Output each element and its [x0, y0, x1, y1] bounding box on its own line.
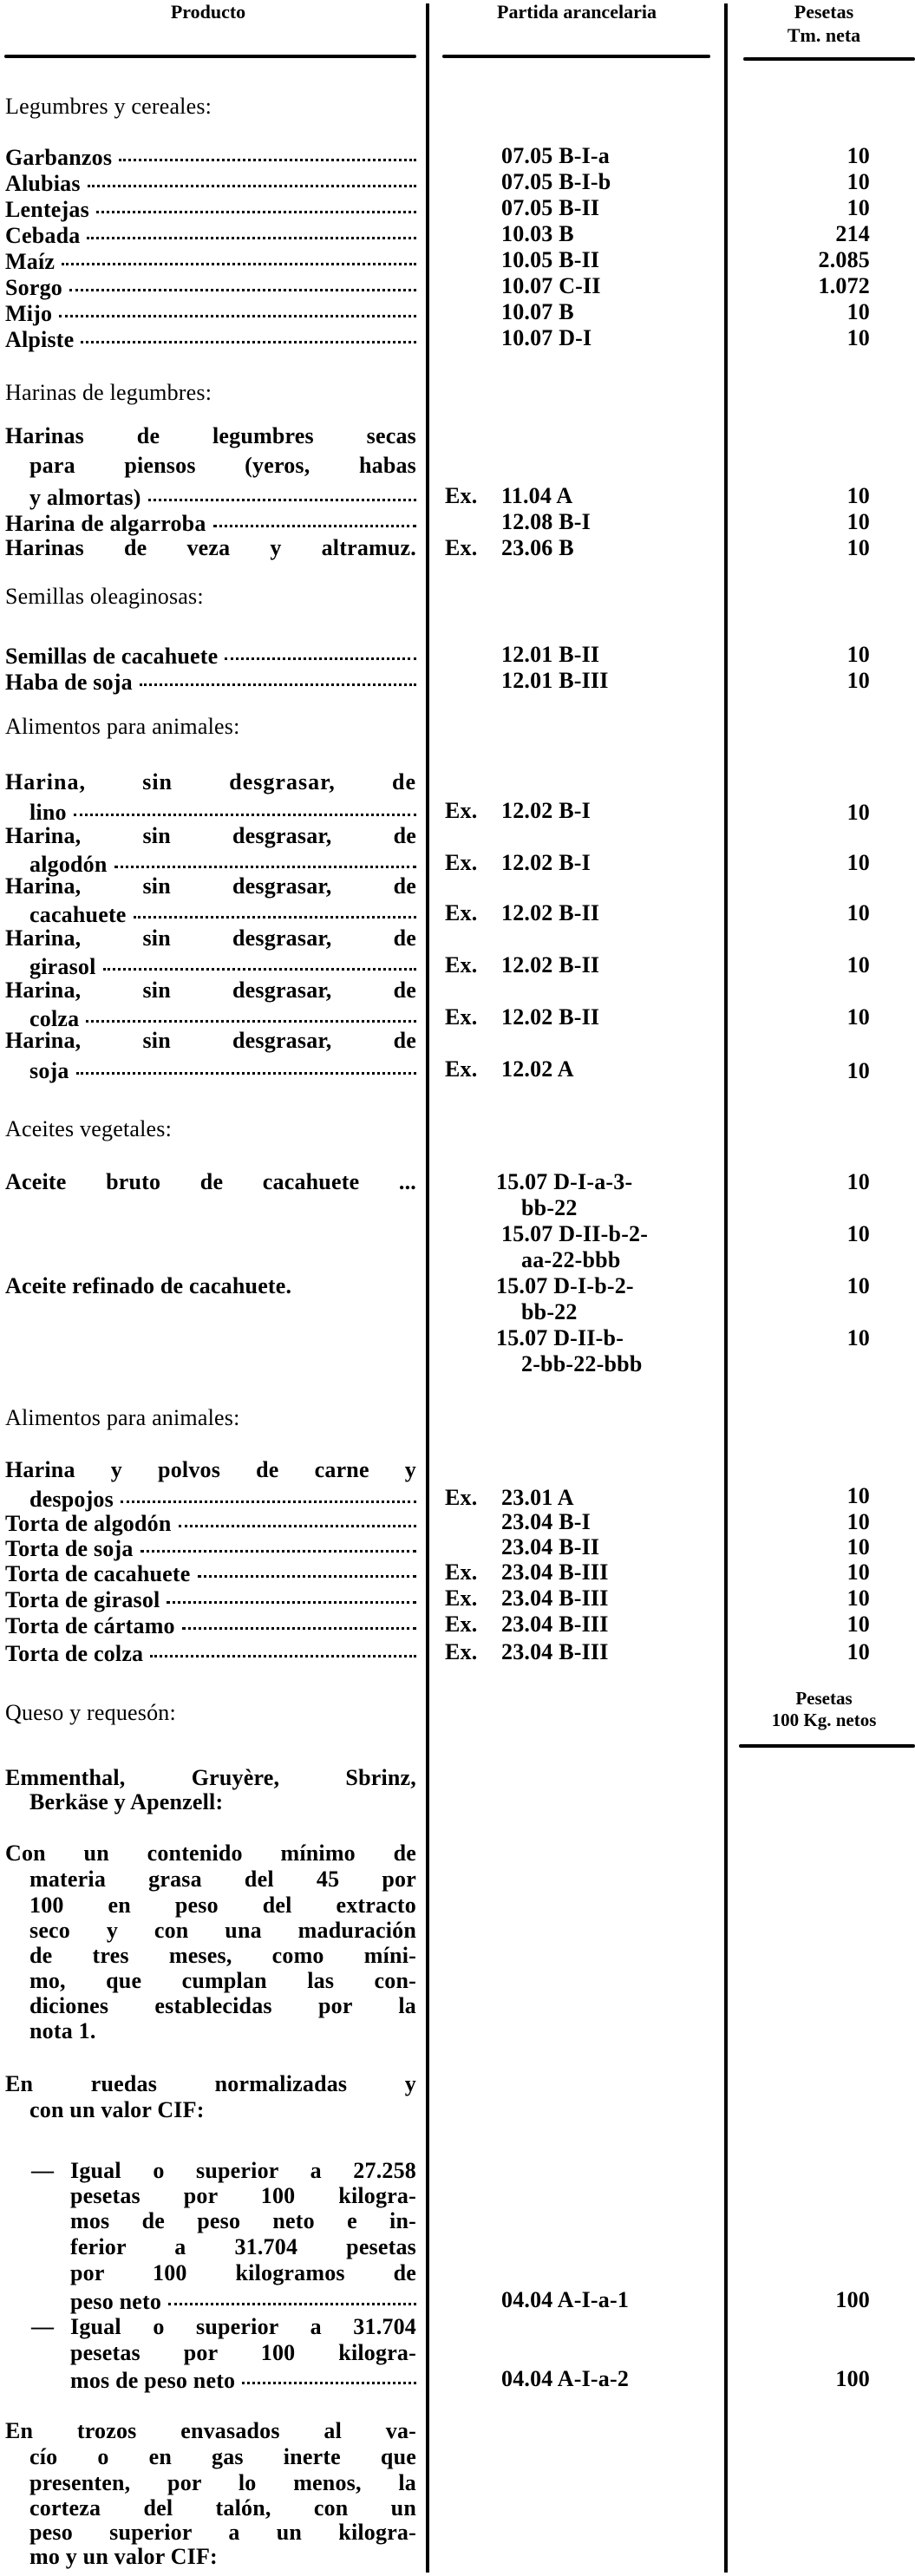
- table-row-product: soja: [29, 1056, 416, 1082]
- duty-value: 1.072: [818, 273, 870, 298]
- table-row-product: Garbanzos: [5, 143, 416, 169]
- list-dash: —: [31, 2158, 54, 2183]
- trozos-text-line: cío o en gas inerte que: [29, 2444, 416, 2469]
- condition-text-line: Con un contenido mínimo de: [5, 1840, 416, 1866]
- duty-value: 100: [835, 2366, 870, 2391]
- duty-value: 10: [846, 1221, 870, 1246]
- dot-leader: [150, 1636, 416, 1657]
- product-text-line: Harina, sin desgrasar, de: [5, 925, 416, 951]
- table-row-product: algodón: [29, 850, 416, 876]
- tariff-code-continuation: bb-22: [521, 1299, 578, 1324]
- duty-value: 10: [846, 900, 870, 925]
- duty-value: 10: [846, 1534, 870, 1559]
- table-row-product: Torta de cártamo: [5, 1612, 416, 1638]
- trozos-text-line: peso superior a un kilogra-: [29, 2520, 416, 2545]
- dot-leader: [87, 218, 416, 239]
- section-title: Alimentos para animales:: [5, 714, 240, 739]
- dot-leader: [134, 897, 416, 919]
- duty-value: 10: [846, 195, 870, 220]
- dot-leader: [179, 1506, 417, 1527]
- tariff-code: 15.07 D-I-b-2-: [496, 1273, 634, 1298]
- table-row-product: mos de peso neto: [70, 2366, 416, 2392]
- tariff-code: 15.07 D-II-b-2-: [501, 1221, 649, 1246]
- duty-value: 10: [846, 1004, 870, 1030]
- tariff-code: Ex. 12.02 B-II: [445, 952, 600, 977]
- tariff-code: 04.04 A-I-a-2: [501, 2366, 630, 2391]
- dot-leader: [76, 1053, 416, 1075]
- tariff-code: 10.07 B: [501, 299, 574, 324]
- product-text-line: Harina, sin desgrasar, de: [5, 1028, 416, 1053]
- tariff-code: 12.01 B-II: [501, 642, 600, 667]
- duty-value: 100: [835, 2287, 870, 2312]
- table-row-product: Sorgo: [5, 273, 416, 299]
- table-row-product: Maíz: [5, 247, 416, 273]
- trozos-text-line: presenten, por lo menos, la: [29, 2470, 416, 2495]
- tariff-code: 12.01 B-III: [501, 668, 609, 693]
- table-row-product: Alpiste: [5, 325, 416, 351]
- table-row-product: Torta de algodón: [5, 1509, 416, 1535]
- dot-leader: [242, 2363, 416, 2384]
- section-title: Aceites vegetales:: [5, 1116, 173, 1141]
- duty-value: 10: [846, 509, 870, 534]
- dot-leader: [198, 1556, 417, 1578]
- duty-value: 10: [846, 952, 870, 977]
- table-row-product: peso neto: [70, 2287, 416, 2313]
- table-row-product: Aceite refinado de cacahuete.: [5, 1273, 292, 1298]
- table-row-product: Harina de algarroba: [5, 509, 416, 535]
- table-row-product: cacahuete: [29, 900, 416, 926]
- tariff-code: 23.04 B-I: [501, 1509, 591, 1534]
- condition-text-line: 100 en peso del extracto: [29, 1893, 416, 1918]
- dot-leader: [69, 270, 416, 291]
- tariff-code-continuation: 2-bb-22-bbb: [521, 1351, 643, 1376]
- table-row-product: Semillas de cacahuete: [5, 642, 416, 668]
- subheading-line: con un valor CIF:: [29, 2097, 205, 2122]
- dot-leader: [167, 1582, 416, 1604]
- product-text-line: Harina, sin desgrasar, de: [5, 769, 416, 794]
- table-row-product: lino: [29, 798, 416, 824]
- section-title: Alimentos para animales:: [5, 1405, 240, 1430]
- option-text-line: mos de peso neto e in-: [70, 2208, 416, 2233]
- duty-value: 10: [846, 642, 870, 667]
- table-row-product: Haba de soja: [5, 668, 416, 694]
- duty-value: 10: [846, 1559, 870, 1585]
- dot-leader: [74, 794, 416, 816]
- tariff-code: Ex. 23.06 B: [445, 535, 574, 560]
- trozos-text-line: corteza del talón, con un: [29, 2495, 416, 2520]
- table-row-product: Cebada: [5, 221, 416, 247]
- dot-leader: [86, 1001, 416, 1023]
- product-text-line: Harina, sin desgrasar, de: [5, 977, 416, 1003]
- dot-leader: [225, 638, 416, 660]
- option-text-line: pesetas por 100 kilogra-: [70, 2183, 416, 2208]
- product-text-line: Harinas de legumbres secas: [5, 423, 416, 448]
- table-row-product: y almortas): [29, 483, 416, 509]
- option-text-line: por 100 kilogramos de: [70, 2260, 416, 2285]
- duty-value: 10: [846, 1585, 870, 1611]
- table-row-product: Alubias: [5, 169, 416, 195]
- product-text-line: Harina, sin desgrasar, de: [5, 873, 416, 899]
- condition-text-line: de tres meses, como míni-: [29, 1943, 416, 1968]
- section-title: Harinas de legumbres:: [5, 380, 212, 405]
- duty-value: 10: [846, 483, 870, 508]
- unit-underline-pesetas-kg: [739, 1744, 915, 1748]
- tariff-code: 10.03 B: [501, 221, 574, 246]
- condition-text-line: seco y con una maduración: [29, 1918, 416, 1943]
- duty-value: 10: [846, 299, 870, 324]
- condition-text-line: materia grasa del 45 por: [29, 1867, 416, 1892]
- dot-leader: [140, 664, 416, 686]
- tariff-code: Ex. 12.02 B-I: [445, 798, 591, 823]
- tariff-code: 15.07 D-I-a-3-: [496, 1169, 633, 1194]
- dot-leader: [182, 1608, 416, 1630]
- option-text-line: pesetas por 100 kilogra-: [70, 2340, 416, 2365]
- condition-text-line: diciones establecidas por la: [29, 1993, 416, 2018]
- dot-leader: [103, 949, 416, 971]
- trozos-text-line: En trozos envasados al va-: [5, 2418, 416, 2443]
- tariff-code: 15.07 D-II-b-: [496, 1325, 624, 1350]
- duty-value: 10: [846, 325, 870, 350]
- table-row-product: Aceite bruto de cacahuete ...: [5, 1169, 416, 1194]
- duty-value: 10: [846, 1169, 870, 1194]
- product-text-line: Harina, sin desgrasar, de: [5, 823, 416, 848]
- dot-leader: [96, 192, 416, 213]
- column-header-product: Producto: [170, 1, 246, 23]
- dot-leader: [114, 847, 416, 868]
- dot-leader: [59, 296, 416, 317]
- dot-leader: [62, 244, 416, 265]
- header-underline-product: [4, 55, 416, 58]
- product-text-line: Harina y polvos de carne y: [5, 1457, 416, 1482]
- tariff-code: Ex. 11.04 A: [445, 483, 573, 508]
- column-header-partida: Partida arancelaria: [497, 1, 657, 23]
- tariff-code: 10.07 C-II: [501, 273, 601, 298]
- duty-value: 10: [846, 1273, 870, 1298]
- section-title: Semillas oleaginosas:: [5, 584, 204, 609]
- column-header-pesetas-line1: Pesetas: [794, 1, 854, 23]
- duty-value: 10: [846, 1509, 870, 1534]
- duty-value: 10: [846, 850, 870, 875]
- duty-value: 10: [846, 143, 870, 168]
- table-row-product: Torta de girasol: [5, 1585, 416, 1612]
- dot-leader: [141, 1531, 416, 1553]
- column-divider-1: [426, 3, 429, 2573]
- duty-value: 10: [846, 535, 870, 560]
- table-row-product: despojos: [29, 1485, 416, 1511]
- duty-value: 10: [846, 1058, 870, 1083]
- dot-leader: [81, 322, 416, 343]
- table-row-product: colza: [29, 1004, 416, 1030]
- header-underline-pesetas: [743, 57, 915, 61]
- dot-leader: [121, 1481, 416, 1503]
- tariff-code: 12.08 B-I: [501, 509, 591, 534]
- condition-text-line: mo, que cumplan las con-: [29, 1968, 416, 1993]
- tariff-code: Ex. 12.02 B-II: [445, 1004, 600, 1030]
- product-text-line: para piensos (yeros, habas: [29, 453, 416, 478]
- table-row-product: Mijo: [5, 299, 416, 325]
- tariff-code: 07.05 B-I-b: [501, 169, 611, 194]
- dot-leader: [168, 2284, 416, 2305]
- duty-value: 10: [846, 800, 870, 825]
- table-row-product: girasol: [29, 952, 416, 978]
- column-header-pesetas: [733, 0, 915, 47]
- header-underline-partida: [442, 55, 710, 58]
- tariff-code: 23.04 B-II: [501, 1534, 600, 1559]
- tariff-code: Ex. 23.04 B-III: [445, 1585, 609, 1611]
- tariff-code: Ex. 23.04 B-III: [445, 1639, 609, 1664]
- subheading-line: Emmenthal, Gruyère, Sbrinz,: [5, 1765, 416, 1790]
- unit-header-pesetas-kg: [733, 1688, 915, 1731]
- tariff-code: Ex. 12.02 B-I: [445, 850, 591, 875]
- tariff-code: 07.05 B-I-a: [501, 143, 610, 168]
- table-row-product: Lentejas: [5, 195, 416, 221]
- table-row-product: Torta de cacahuete: [5, 1559, 416, 1585]
- duty-value: 10: [846, 169, 870, 194]
- duty-value: 10: [846, 1325, 870, 1350]
- subheading-line: Berkäse y Apenzell:: [29, 1789, 224, 1814]
- tariff-code: Ex. 23.04 B-III: [445, 1612, 609, 1637]
- table-row-product: Torta de soja: [5, 1534, 416, 1560]
- unit-header-line2: 100 Kg. netos: [771, 1710, 877, 1730]
- table-row-product: Torta de colza: [5, 1639, 416, 1665]
- duty-value: 10: [846, 668, 870, 693]
- option-text-line: Igual o superior a 27.258: [70, 2158, 416, 2183]
- dot-leader: [148, 480, 416, 501]
- tariff-code-continuation: bb-22: [521, 1195, 578, 1220]
- duty-value: 214: [835, 221, 870, 246]
- section-title: Queso y requesón:: [5, 1700, 176, 1725]
- tariff-code: 10.05 B-II: [501, 247, 600, 272]
- dot-leader: [213, 506, 416, 527]
- list-dash: —: [31, 2314, 54, 2339]
- option-text-line: ferior a 31.704 pesetas: [70, 2234, 416, 2259]
- dot-leader: [119, 140, 416, 161]
- tariff-code: 10.07 D-I: [501, 325, 592, 350]
- dot-leader: [88, 166, 416, 187]
- tariff-code: Ex. 12.02 B-II: [445, 900, 600, 925]
- duty-value: 10: [846, 1483, 870, 1508]
- trozos-text-line: mo y un valor CIF:: [29, 2544, 218, 2569]
- duty-value: 10: [846, 1639, 870, 1664]
- duty-value: 2.085: [818, 247, 870, 272]
- tariff-code: Ex. 23.04 B-III: [445, 1559, 609, 1585]
- unit-header-line1: Pesetas: [795, 1688, 853, 1709]
- table-row-product: Harinas de veza y altramuz.: [5, 535, 416, 560]
- condition-text-line: nota 1.: [29, 2018, 96, 2043]
- tariff-code: 07.05 B-II: [501, 195, 600, 220]
- section-title: Legumbres y cereales:: [5, 94, 212, 119]
- tariff-code-continuation: aa-22-bbb: [521, 1247, 621, 1272]
- tariff-code: 04.04 A-I-a-1: [501, 2287, 630, 2312]
- duty-value: 10: [846, 1612, 870, 1637]
- option-text-line: Igual o superior a 31.704: [70, 2314, 416, 2339]
- tariff-code: Ex. 12.02 A: [445, 1056, 574, 1082]
- column-header-pesetas-line2: Tm. neta: [787, 24, 861, 46]
- tariff-code: Ex. 23.01 A: [445, 1485, 574, 1510]
- subheading-line: En ruedas normalizadas y: [5, 2071, 416, 2096]
